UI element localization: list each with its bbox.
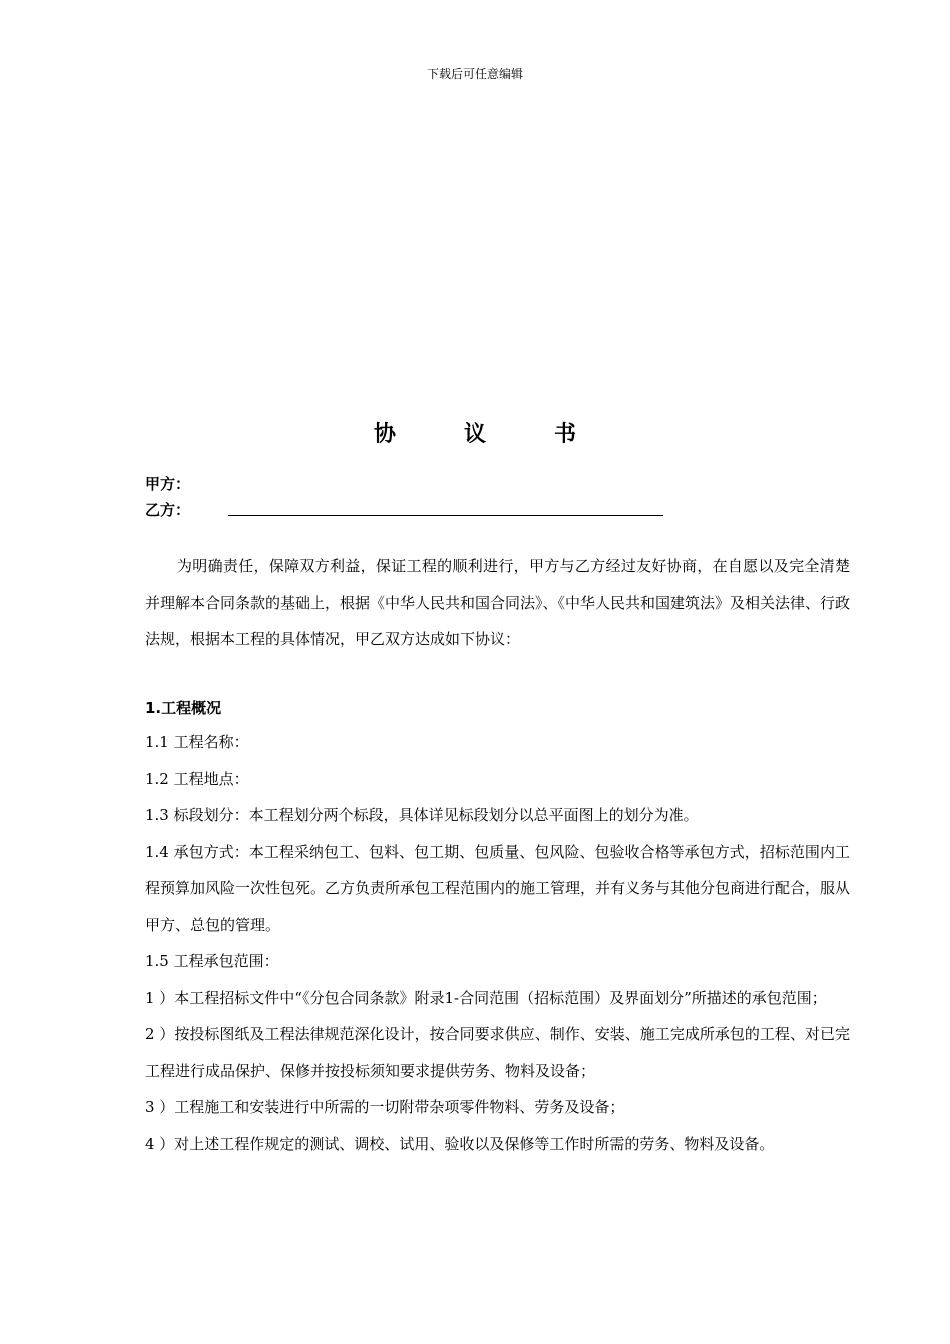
clause-1-1: 1.1 工程名称： (145, 733, 249, 751)
clause-1-2: 1.2 工程地点： (145, 769, 249, 788)
party-b-label: 乙方： (145, 501, 191, 519)
clause-1-4: 1.4 承包方式：本工程采纳包工、包料、包工期、包质量、包风险、包验收合格等承包方式，招标范围内工程预算加风险一次性包死。乙方负责所承包工程范围内的施工管理，并有义务与其他分包商进行配合，服从甲方、总包的管理。 (145, 842, 851, 934)
title-char: 书 (554, 422, 577, 447)
scope-item-1: 1 ）本工程招标文件中“《分包合同条款》附录1-合同范围（招标范围）及界面划分”所描述的承包范围； (145, 988, 827, 1007)
title-char: 议 (463, 422, 486, 447)
scope-item-2: 2 ）按投标图纸及工程法律规范深化设计，按合同要求供应、制作、安装、施工完成所承包的工程、对已完工程进行成品保护、保修并按投标须知要求提供劳务、物料及设备； (145, 1025, 850, 1080)
scope-item-3: 3 ）工程施工和安装进行中所需的一切附带杂项零件物料、劳务及设备； (145, 1098, 625, 1116)
clause-1-3: 1.3 标段划分：本工程划分两个标段，具体详见标段划分以总平面图上的划分为准。 (145, 806, 699, 824)
document-title (0, 420, 950, 450)
title-char: 协 (373, 422, 396, 447)
section-body (145, 724, 850, 1162)
scope-item-4: 4 ）对上述工程作规定的测试、调校、试用、验收以及保修等工作时所需的劳务、物料及设备。 (145, 1134, 775, 1153)
clause-1-5: 1.5 工程承包范围： (145, 952, 279, 970)
party-a-label: 甲方： (145, 475, 191, 493)
header-note: 下载后可任意编辑 (426, 67, 523, 81)
intro-paragraph: 为明确责任，保障双方利益，保证工程的顺利进行，甲方与乙方经过友好协商，在自愿以及完全清楚并理解本合同条款的基础上，根据《中华人民共和国合同法》、《中华人民共和国建筑法》及相关法律、行政法规，根据本工程的具体情况，甲乙双方达成如下协议： (145, 557, 851, 648)
section-heading: 1.工程概况 (145, 699, 222, 717)
party-b-signature-line (228, 515, 663, 516)
